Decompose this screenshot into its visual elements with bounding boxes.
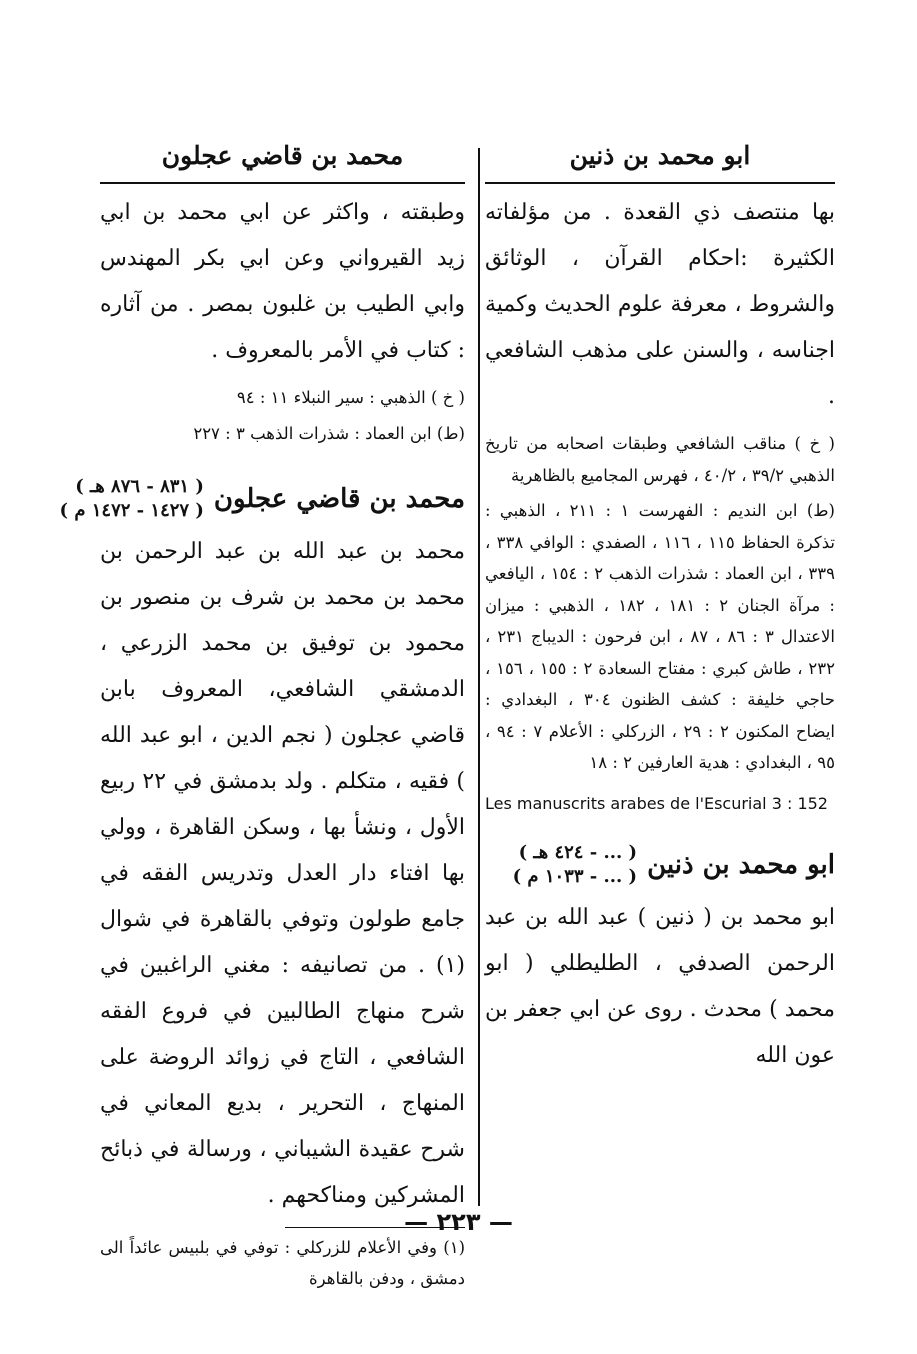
left-manuscript-sources: ( خ ) الذهبي : سير النبلاء ١١ : ٩٤ [236,388,465,407]
left-running-header: محمد بن قاضي عجلون [100,130,465,184]
left-entry-text: محمد بن عبد الله بن عبد الرحمن بن محمد بن محمد بن شرف بن منصور بن محمود بن توفيق بن محمد الزرعي ، الدمشقي الشافعي، المعروف بابن قاضي عجلون ( نجم الدين ، ابو عبد الله ) فقيه ، متكلم . ولد بدمشق في ٢٢ ربيع الأول ، ونشأ بها ، وسكن القاهرة ، وولي بها افتاء دار العدل وتدريس الفقه في جامع طولون وتوفي بالقاهرة في شوال (١) . من تصانيفه : مغني الراغبين في شرح منهاج الطالبين في فروع الفقه الشافعي ، التاج في زوائد الروضة على المنهاج ، التحرير ، بديع المعاني في شرح عقيدة الشيباني ، ورسالة في ذبائح المشركين ومناكحهم . [100,539,466,1208]
right-entry-heading [485,841,835,889]
left-printed-sources: (ط) ابن العماد : شذرات الذهب ٣ : ٢٢٧ [193,423,465,443]
right-entry-dates-hijri: ( ... - ٤٢٤ هـ ) [518,841,638,863]
right-latin-reference: Les manuscrits arabes de l'Escurial 3 : 152 [485,793,828,813]
right-entry-text: ابو محمد بن ( ذنين ) عبد الله بن عبد الرحمن الصدفي ، الطليطلي ( ابو محمد ) محدث . روى عن ابي جعفر بن عون الله [485,904,835,1068]
left-continuation-text: وطبقته ، واكثر عن ابي محمد بن ابي زيد القيرواني وعن ابي بكر المهندس وابي الطيب بن غلبون بمصر . من آثاره : كتاب في الأمر بالمعروف . [100,200,465,363]
right-continuation-text: بها منتصف ذي القعدة . من مؤلفاته الكثيرة :احكام القرآن ، الوثائق والشروط ، معرفة علوم الحديث وكمية اجناسه ، والسنن على مذهب الشافعي . [485,200,835,409]
right-entry-name: ابو محمد بن ذنين [647,849,835,880]
right-running-header: ابو محمد بن ذنين [485,130,835,184]
right-entry-dates-gregorian: ( ... - ١٠٣٣ م ) [512,865,638,887]
left-column [59,130,466,1311]
left-footnote: (١) وفي الأعلام للزركلي : توفي في بلبيس عائداً الى دمشق ، ودفن بالقاهرة [100,1238,465,1288]
left-entry-dates-hijri: ( ٨٣١ - ٨٧٦ هـ ) [75,476,204,497]
page-number: — ٢٢٣ — [404,1208,513,1236]
right-column [485,130,835,1079]
left-entry-dates [60,475,204,523]
right-entry-dates [513,841,637,889]
right-printed-sources: (ط) ابن النديم : الفهرست ١ : ٢١١ ، الذهبي : تذكرة الحفاظ ١١٥ ، ١١٦ ، الصفدي : الوافي ٣٣٨ ، ٣٣٩ ، ابن العماد : شذرات الذهب ٢ : ١٥٤ ، اليافعي : مرآة الجنان ٢ : ١٨١ ، ١٨٢ ، الذهبي : ميزان الاعتدال ٣ : ٨٦ ، ٨٧ ، ابن فرحون : الديباج ٢٣١ ، ٢٣٢ ، طاش كبري : مفتاح السعادة ٢ : ١٥٥ ، ١٥٦ ، حاجي خليفة : كشف الظنون ٣٠٤ ، البغدادي : ايضاح المكنون ٢ : ٢٩ ، الزركلي : الأعلام ٧ : ٩٤ ، ٩٥ ، البغدادي : هدية العارفين ٢ : ١٨ [485,501,835,772]
column-divider [478,148,480,1206]
left-entry-dates-gregorian: ( ١٤٢٧ - ١٤٧٢ م ) [59,500,204,521]
left-entry-heading [59,475,465,523]
right-manuscript-sources: ( خ ) مناقب الشافعي وطبقات اصحابه من تاريخ الذهبي ٣٩/٢ ، ٤٠/٢ ، فهرس المجاميع بالظاهرية [485,434,835,485]
left-entry-name: محمد بن قاضي عجلون [213,484,465,514]
